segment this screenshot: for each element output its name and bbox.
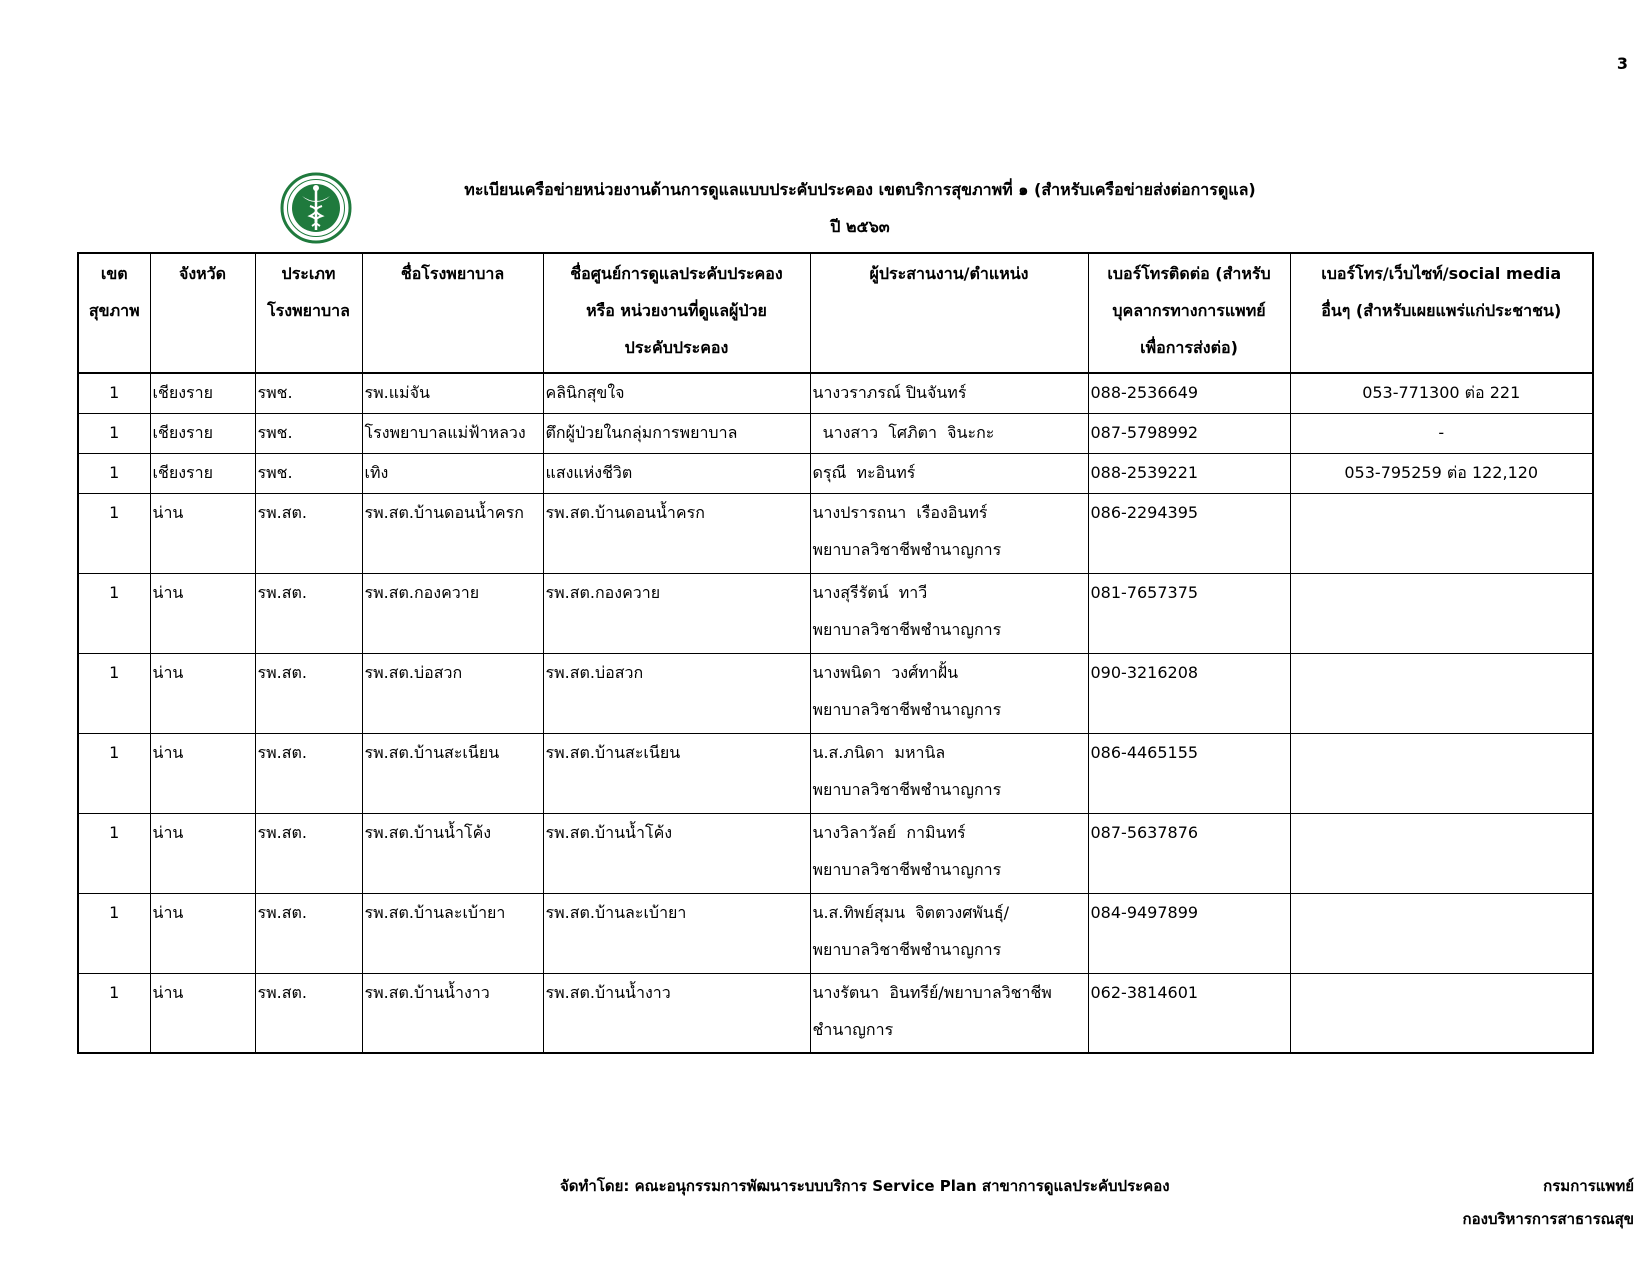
care-center-cell: รพ.สต.กองควาย <box>543 573 810 653</box>
province-cell: น่าน <box>150 733 255 813</box>
table-row <box>78 733 1593 813</box>
care-center-cell: แสงแห่งชีวิต <box>543 453 810 493</box>
column-header-line: ชื่อศูนย์การดูแลประคับประคอง <box>570 264 783 283</box>
zone-cell: 1 <box>78 413 150 453</box>
province-cell: น่าน <box>150 573 255 653</box>
column-header-line: ผู้ประสานงาน/ตำแหน่ง <box>869 264 1029 283</box>
coordinator-cell <box>810 973 1088 1053</box>
public-contact-cell <box>1290 493 1593 573</box>
table-row <box>78 653 1593 733</box>
coordinator-line: ชำนาญการ <box>812 1019 894 1039</box>
medical-phone-cell: 084-9497899 <box>1088 893 1290 973</box>
public-contact-cell <box>1290 973 1593 1053</box>
column-header-line: หรือ หน่วยงานที่ดูแลผู้ป่วย <box>586 301 767 320</box>
coordinator-line: พยาบาลวิชาชีพชำนาญการ <box>812 699 1002 719</box>
medical-phone-cell: 088-2536649 <box>1088 373 1290 413</box>
public-contact-cell <box>1290 893 1593 973</box>
province-cell: น่าน <box>150 813 255 893</box>
hospital-name-cell: รพ.สต.กองควาย <box>362 573 543 653</box>
province-cell: น่าน <box>150 653 255 733</box>
province-cell: เชียงราย <box>150 373 255 413</box>
care-center-cell: ตึกผู้ป่วยในกลุ่มการพยาบาล <box>543 413 810 453</box>
coordinator-line: นางรัตนา อินทรีย์/พยาบาลวิชาชีพ <box>812 982 1052 1002</box>
medical-phone-cell: 090-3216208 <box>1088 653 1290 733</box>
coordinator-cell <box>810 373 1088 413</box>
column-header-line: เบอร์โทรติดต่อ (สำหรับ <box>1107 264 1271 283</box>
page-number: 3 <box>1616 54 1628 73</box>
public-contact-cell <box>1290 733 1593 813</box>
coordinator-line: ดรุณี ทะอินทร์ <box>812 462 916 482</box>
care-center-cell: รพ.สต.บ้านละเบ้ายา <box>543 893 810 973</box>
column-header <box>150 253 255 373</box>
hospital-name-cell: เทิง <box>362 453 543 493</box>
coordinator-line: พยาบาลวิชาชีพชำนาญการ <box>812 939 1002 959</box>
coordinator-line: พยาบาลวิชาชีพชำนาญการ <box>812 779 1002 799</box>
document-year: ปี ๒๕๖๓ <box>830 217 890 236</box>
table-row <box>78 413 1593 453</box>
column-header-line: ประเภท <box>281 264 336 283</box>
document-title: ทะเบียนเครือข่ายหน่วยงานด้านการดูแลแบบประคับประคอง เขตบริการสุขภาพที่ ๑ (สำหรับเครือข่ายส่งต่อการดูแล) <box>464 180 1256 199</box>
zone-cell: 1 <box>78 493 150 573</box>
hospital-type-cell: รพช. <box>255 453 362 493</box>
column-header-line: จังหวัด <box>178 264 227 283</box>
column-header <box>1290 253 1593 373</box>
column-header <box>1088 253 1290 373</box>
coordinator-line: นางสุรีรัตน์ ทาวี <box>812 582 928 602</box>
table-row <box>78 573 1593 653</box>
hospital-type-cell: รพช. <box>255 413 362 453</box>
column-header <box>362 253 543 373</box>
hospital-name-cell: รพ.สต.บ้านน้ำงาว <box>362 973 543 1053</box>
coordinator-line: น.ส.ทิพย์สุมน จิตตวงศพันธุ์/ <box>812 902 1010 922</box>
coordinator-cell <box>810 893 1088 973</box>
medical-phone-cell: 086-4465155 <box>1088 733 1290 813</box>
medical-phone-cell: 062-3814601 <box>1088 973 1290 1053</box>
zone-cell: 1 <box>78 733 150 813</box>
table-row <box>78 813 1593 893</box>
care-center-cell: รพ.สต.บ่อสวก <box>543 653 810 733</box>
province-cell: น่าน <box>150 493 255 573</box>
ministry-seal-icon <box>280 172 352 244</box>
hospital-type-cell: รพ.สต. <box>255 733 362 813</box>
coordinator-line: พยาบาลวิชาชีพชำนาญการ <box>812 859 1002 879</box>
coordinator-line: พยาบาลวิชาชีพชำนาญการ <box>812 619 1002 639</box>
coordinator-line: น.ส.ภนิดา มหานิล <box>812 742 946 762</box>
coordinator-cell <box>810 733 1088 813</box>
prepared-by-note: จัดทำโดย: คณะอนุกรรมการพัฒนาระบบบริการ Service Plan สาขาการดูแลประคับประคอง <box>560 1177 1170 1195</box>
coordinator-line: พยาบาลวิชาชีพชำนาญการ <box>812 539 1002 559</box>
province-cell: น่าน <box>150 893 255 973</box>
care-center-cell: รพ.สต.บ้านน้ำงาว <box>543 973 810 1053</box>
coordinator-cell <box>810 493 1088 573</box>
column-header-line: อื่นๆ (สำหรับเผยแพร่แก่ประชาชน) <box>1321 301 1562 320</box>
table-row <box>78 893 1593 973</box>
table-row <box>78 453 1593 493</box>
column-header-line: ชื่อโรงพยาบาล <box>400 264 505 283</box>
column-header-line: บุคลากรทางการแพทย์ <box>1112 301 1266 320</box>
public-contact-cell: 053-795259 ต่อ 122,120 <box>1290 453 1593 493</box>
column-header-line: เพื่อการส่งต่อ) <box>1140 338 1238 357</box>
table-row <box>78 493 1593 573</box>
coordinator-cell <box>810 413 1088 453</box>
coordinator-cell <box>810 813 1088 893</box>
care-center-cell: คลินิกสุขใจ <box>543 373 810 413</box>
public-contact-cell <box>1290 573 1593 653</box>
hospital-type-cell: รพ.สต. <box>255 893 362 973</box>
table-header-row <box>78 253 1593 373</box>
footer-org-line2: กองบริหารการสาธารณสุข <box>1462 1210 1634 1228</box>
hospital-name-cell: โรงพยาบาลแม่ฟ้าหลวง <box>362 413 543 453</box>
public-contact-cell <box>1290 813 1593 893</box>
registry-table <box>77 252 1594 1054</box>
column-header-line: สุขภาพ <box>88 301 140 320</box>
coordinator-line: นางปรารถนา เรืองอินทร์ <box>812 502 988 522</box>
hospital-type-cell: รพ.สต. <box>255 813 362 893</box>
zone-cell: 1 <box>78 653 150 733</box>
hospital-name-cell: รพ.สต.บ้านละเบ้ายา <box>362 893 543 973</box>
hospital-name-cell: รพ.สต.บ้านน้ำโค้ง <box>362 813 543 893</box>
care-center-cell: รพ.สต.บ้านสะเนียน <box>543 733 810 813</box>
hospital-name-cell: รพ.สต.บ่อสวก <box>362 653 543 733</box>
province-cell: น่าน <box>150 973 255 1053</box>
coordinator-line: นางสาว โศภิตา จินะกะ <box>812 422 995 442</box>
column-header-line: เบอร์โทร/เว็บไซท์/social media <box>1321 264 1562 283</box>
public-contact-cell: - <box>1290 413 1593 453</box>
zone-cell: 1 <box>78 813 150 893</box>
public-contact-cell <box>1290 653 1593 733</box>
coordinator-cell <box>810 573 1088 653</box>
hospital-type-cell: รพ.สต. <box>255 573 362 653</box>
column-header <box>78 253 150 373</box>
hospital-name-cell: รพ.สต.บ้านดอนน้ำครก <box>362 493 543 573</box>
hospital-name-cell: รพ.แม่จัน <box>362 373 543 413</box>
zone-cell: 1 <box>78 453 150 493</box>
table-body <box>78 373 1593 1053</box>
care-center-cell: รพ.สต.บ้านน้ำโค้ง <box>543 813 810 893</box>
column-header-line: โรงพยาบาล <box>267 301 350 320</box>
hospital-name-cell: รพ.สต.บ้านสะเนียน <box>362 733 543 813</box>
table-row <box>78 973 1593 1053</box>
footer-org-line1: กรมการแพทย์ <box>1543 1177 1634 1195</box>
zone-cell: 1 <box>78 373 150 413</box>
coordinator-cell <box>810 653 1088 733</box>
province-cell: เชียงราย <box>150 413 255 453</box>
hospital-type-cell: รพช. <box>255 373 362 413</box>
coordinator-line: นางพนิดา วงศ์ทาฝั้น <box>812 662 959 682</box>
care-center-cell: รพ.สต.บ้านดอนน้ำครก <box>543 493 810 573</box>
medical-phone-cell: 087-5637876 <box>1088 813 1290 893</box>
medical-phone-cell: 086-2294395 <box>1088 493 1290 573</box>
column-header-line: ประคับประคอง <box>624 338 729 357</box>
medical-phone-cell: 081-7657375 <box>1088 573 1290 653</box>
coordinator-line: นางวิลาวัลย์ กามินทร์ <box>812 822 966 842</box>
province-cell: เชียงราย <box>150 453 255 493</box>
zone-cell: 1 <box>78 973 150 1053</box>
hospital-type-cell: รพ.สต. <box>255 653 362 733</box>
zone-cell: 1 <box>78 893 150 973</box>
column-header <box>255 253 362 373</box>
column-header <box>810 253 1088 373</box>
hospital-type-cell: รพ.สต. <box>255 973 362 1053</box>
hospital-type-cell: รพ.สต. <box>255 493 362 573</box>
medical-phone-cell: 087-5798992 <box>1088 413 1290 453</box>
coordinator-line: นางวราภรณ์ ปินจันทร์ <box>812 383 967 402</box>
coordinator-cell <box>810 453 1088 493</box>
column-header <box>543 253 810 373</box>
zone-cell: 1 <box>78 573 150 653</box>
medical-phone-cell: 088-2539221 <box>1088 453 1290 493</box>
table-row <box>78 373 1593 413</box>
public-contact-cell: 053-771300 ต่อ 221 <box>1290 373 1593 413</box>
column-header-line: เขต <box>100 264 128 283</box>
